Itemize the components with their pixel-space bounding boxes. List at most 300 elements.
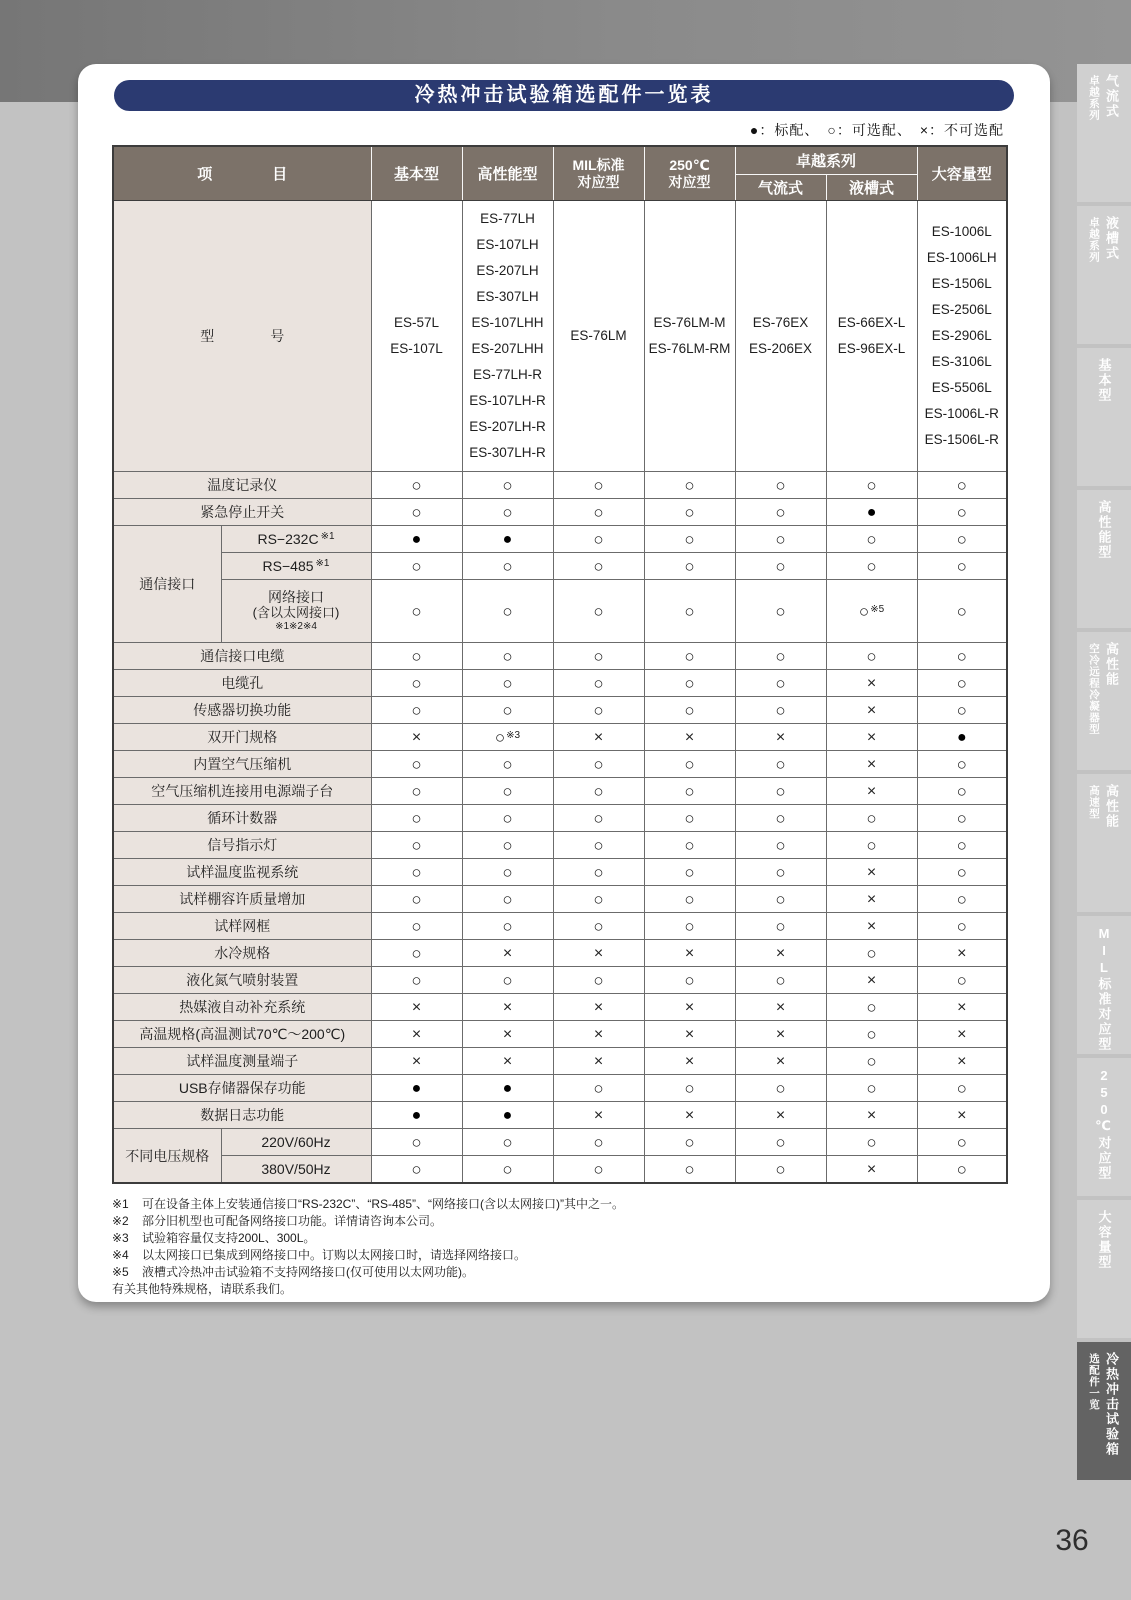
model-list-cell [371,201,462,472]
unavailable-icon: × [866,1160,877,1178]
optional-icon: ○ [956,529,967,549]
option-cell [917,832,1007,859]
option-cell [553,724,644,751]
option-cell [462,859,553,886]
model-name: ES-2906L [931,328,992,343]
optional-icon: ○ [866,646,877,666]
table-row [113,994,1007,1021]
table-row [113,940,1007,967]
option-cell [371,832,462,859]
option-cell [735,778,826,805]
unavailable-icon: × [866,1106,877,1124]
optional-icon: ○ [684,808,695,828]
option-cell [462,1129,553,1156]
option-cell [826,526,917,553]
model-name: ES-3106L [931,354,992,369]
unavailable-icon: × [957,1052,967,1070]
option-cell [553,526,644,553]
model-name: ES-207LHH [471,341,544,356]
option-cell [826,643,917,670]
optional-icon: ○ [956,673,967,693]
optional-icon: ○ [411,862,422,882]
sidebar-tab-secondary-label: 卓越系列 [1088,75,1100,121]
option-cell [553,913,644,940]
option-cell [644,1021,735,1048]
option-cell [826,1129,917,1156]
optional-icon: ○ [411,673,422,693]
option-cell [826,553,917,580]
optional-icon: ○ [866,529,877,549]
unavailable-icon: × [866,755,877,773]
unavailable-icon: × [684,1025,695,1043]
optional-icon: ○ [593,529,604,549]
table-row [113,1102,1007,1129]
optional-icon: ○ [775,601,786,621]
optional-icon: ○ [684,970,695,990]
model-name: ES-107L [390,341,443,356]
option-cell [735,526,826,553]
unavailable-icon: × [775,1106,786,1124]
option-cell [462,778,553,805]
option-cell [917,886,1007,913]
unavailable-icon: × [957,1025,967,1043]
unavailable-icon: × [866,863,877,881]
optional-icon: ○ [775,970,786,990]
model-name: ES-206EX [748,341,813,356]
option-cell [553,1156,644,1184]
optional-icon: ○ [684,781,695,801]
optional-icon: ○ [593,1132,604,1152]
sidebar-tab-text [1087,784,1121,829]
model-name: ES-1506L [931,276,992,291]
optional-icon: ○ [684,1078,695,1098]
optional-icon: ○ [775,889,786,909]
sidebar-tab-primary-label: 250℃对应型 [1096,1068,1112,1181]
sidebar-tab-3[interactable] [1077,490,1131,628]
model-list-cell [462,201,553,472]
option-cell [735,697,826,724]
footnote-ref: ※1 [315,558,330,569]
table-row [113,697,1007,724]
option-cell [644,859,735,886]
model-name: ES-1506L-R [924,432,999,447]
optional-icon: ○ [956,556,967,576]
optional-icon: ○ [593,556,604,576]
sidebar-tab-secondary-label: 卓越系列 [1088,217,1100,263]
optional-icon: ○ [866,556,877,576]
optional-icon: ○ [411,916,422,936]
option-cell [371,751,462,778]
optional-icon: ○ [593,502,604,522]
option-cell [553,553,644,580]
option-cell [644,553,735,580]
table-row [113,886,1007,913]
option-cell [553,805,644,832]
option-cell [462,913,553,940]
option-cell [735,1156,826,1184]
sidebar-tab-1[interactable] [1077,206,1131,344]
optional-icon: ○ [411,970,422,990]
optional-icon: ○ [502,835,513,855]
option-cell [917,967,1007,994]
option-cell [553,967,644,994]
option-cell [826,1048,917,1075]
option-cell [644,499,735,526]
legend: ●：标配、 ○：可选配、 ×：不可选配 [749,122,1004,138]
option-cell [462,1048,553,1075]
optional-icon: ○ [775,835,786,855]
sidebar-tab-primary-label: 气流式 [1104,74,1119,119]
optional-icon: ○ [956,970,967,990]
optional-icon: ○ [684,1159,695,1179]
footnote-mark: ※3 [112,1231,129,1245]
row-sub-label-line: 网络接口 [268,589,324,605]
unavailable-icon: × [866,728,877,746]
sidebar-tab-0[interactable] [1077,64,1131,202]
unavailable-icon: × [775,1025,786,1043]
optional-icon: ○ [684,1132,695,1152]
optional-icon: ○ [956,916,967,936]
standard-icon: ● [956,728,967,746]
option-cell [917,805,1007,832]
optional-icon: ○ [502,754,513,774]
model-name: ES-107LH-R [469,393,546,408]
optional-icon: ○ [775,754,786,774]
row-label: 温度记录仪 [113,472,371,499]
option-cell [826,778,917,805]
optional-icon: ○ [502,1132,513,1152]
sidebar-tab-7[interactable] [1077,1058,1131,1196]
optional-icon: ○ [502,673,513,693]
model-name: ES-2506L [931,302,992,317]
row-label: 循环计数器 [113,805,371,832]
option-cell [826,499,917,526]
unavailable-icon: × [957,944,967,962]
option-cell [462,526,553,553]
option-cell [644,697,735,724]
optional-icon: ○ [775,556,786,576]
header-line: 250℃ [669,156,710,173]
table-row [113,967,1007,994]
model-name: ES-66EX-L [837,315,906,330]
optional-icon: ○ [684,700,695,720]
option-cell [644,778,735,805]
option-cell [371,643,462,670]
option-cell [917,1021,1007,1048]
option-cell [735,859,826,886]
option-cell [735,472,826,499]
option-cell [644,670,735,697]
option-cell [462,670,553,697]
optional-icon: ○ [866,1024,877,1044]
model-list-cell [553,201,644,472]
option-cell [735,580,826,643]
optional-icon: ○ [593,889,604,909]
unavailable-icon: × [411,1025,422,1043]
optional-icon: ○ [684,502,695,522]
model-name: ES-107LH [476,237,539,252]
row-sub-label [221,580,371,643]
optional-icon: ○ [502,1159,513,1179]
row-label: 试样棚容许质量增加 [113,886,371,913]
option-cell [826,859,917,886]
unavailable-icon: × [957,1106,967,1124]
option-cell [371,778,462,805]
optional-icon: ○ [775,475,786,495]
optional-icon: ○ [866,808,877,828]
footnote-text: 可在设备主体上安装通信接口“RS-232C”、“RS-485”、“网络接口(含以太网接口)”其中之一。 [142,1197,625,1211]
optional-icon: ○ [411,889,422,909]
sidebar-tab-text [1095,500,1114,560]
option-cell [553,472,644,499]
option-cell [826,967,917,994]
unavailable-icon: × [866,917,877,935]
sidebar [1077,64,1131,1480]
optional-icon: ○ [866,997,877,1017]
option-cell [644,1048,735,1075]
standard-icon: ● [411,530,422,548]
option-cell [917,1156,1007,1184]
option-cell [735,805,826,832]
row-label: 高温规格(高温测试70℃～200℃) [113,1021,371,1048]
table-row [113,1048,1007,1075]
row-label: 试样温度测量端子 [113,1048,371,1075]
option-cell [735,994,826,1021]
optional-icon: ○ [411,1159,422,1179]
table-row [113,1075,1007,1102]
model-name: ES-77LH [480,211,535,226]
column-header-mil [553,146,644,201]
optional-icon: ○ [775,916,786,936]
sidebar-tab-6[interactable] [1077,916,1131,1054]
option-cell [917,643,1007,670]
option-cell [917,580,1007,643]
unavailable-icon: × [775,944,786,962]
table-row [113,751,1007,778]
optional-icon: ○ [956,601,967,621]
optional-icon: ○ [956,502,967,522]
option-cell [735,1075,826,1102]
option-cell [553,1048,644,1075]
table-row [113,1156,1007,1184]
option-cell [371,967,462,994]
unavailable-icon: × [593,728,604,746]
option-cell [826,1156,917,1184]
page-title: 冷热冲击试验箱选配件一览表 [114,80,1014,111]
optional-icon: ○ [411,754,422,774]
row-sub-label: 220V/60Hz [221,1129,371,1156]
optional-icon: ○ [502,646,513,666]
row-label: 数据日志功能 [113,1102,371,1129]
footnote-text: 液槽式冷热冲击试验箱不支持网络接口(仅可使用以太网功能)。 [142,1265,474,1279]
model-row-label: 型 号 [113,201,371,472]
optional-icon: ○ [684,475,695,495]
option-cell [735,724,826,751]
unavailable-icon: × [684,944,695,962]
unavailable-icon: × [593,1106,604,1124]
model-name: ES-76EX [752,315,809,330]
optional-icon: ○ [411,781,422,801]
optional-icon: ○ [956,862,967,882]
option-cell [462,1156,553,1184]
model-name: ES-1006L-R [924,406,999,421]
row-label: 内置空气压缩机 [113,751,371,778]
optional-icon: ○ [956,1078,967,1098]
row-label: USB存储器保存功能 [113,1075,371,1102]
optional-icon: ○ [775,673,786,693]
sidebar-tab-8[interactable] [1077,1200,1131,1338]
standard-icon: ● [502,1079,513,1097]
option-cell [462,1075,553,1102]
optional-icon: ○ [494,727,506,747]
optional-icon: ○ [684,835,695,855]
option-cell [371,940,462,967]
option-cell [917,499,1007,526]
row-label: 空气压缩机连接用电源端子台 [113,778,371,805]
model-list-cell [917,201,1007,472]
sidebar-tab-text [1095,358,1114,403]
optional-icon: ○ [956,754,967,774]
optional-icon: ○ [775,529,786,549]
unavailable-icon: × [866,674,877,692]
option-cell [917,1129,1007,1156]
optional-icon: ○ [502,916,513,936]
option-cell [735,1102,826,1129]
column-header-item: 项 目 [113,146,371,201]
option-cell [644,643,735,670]
option-cell [553,994,644,1021]
option-cell [826,832,917,859]
optional-icon: ○ [956,781,967,801]
table-row [113,580,1007,643]
table-row [113,805,1007,832]
option-cell [644,1156,735,1184]
option-cell [917,994,1007,1021]
option-cell [644,1102,735,1129]
option-cell [917,724,1007,751]
column-header-basic: 基本型 [371,146,462,201]
sidebar-tab-text [1087,642,1121,735]
option-cell [462,994,553,1021]
column-group-header-excellence: 卓越系列 [735,146,917,175]
optional-icon: ○ [593,700,604,720]
optional-icon: ○ [593,475,604,495]
row-label: 信号指示灯 [113,832,371,859]
table-row [113,553,1007,580]
row-sub-label: RS−232C $^{※1}$ [221,526,371,553]
option-cell [462,805,553,832]
model-name: ES-1006L [931,224,992,239]
sidebar-tab-text [1087,74,1121,121]
option-cell [826,751,917,778]
sidebar-tab-2[interactable] [1077,348,1131,486]
sidebar-tab-primary-label: 高性能型 [1096,500,1112,560]
row-label: 紧急停止开关 [113,499,371,526]
model-name: ES-207LH [476,263,539,278]
header-line: 对应型 [668,173,711,190]
optional-icon: ○ [956,808,967,828]
option-cell [826,724,917,751]
model-name: ES-307LH [476,289,539,304]
row-label: 试样温度监视系统 [113,859,371,886]
sidebar-tab-secondary-label: 空冷远程冷凝器型 [1088,643,1100,735]
footnote-text: 部分旧机型也可配备网络接口功能。详情请咨询本公司。 [142,1214,443,1228]
table-row [113,913,1007,940]
row-label: 水冷规格 [113,940,371,967]
sidebar-tab-secondary-label: 选配件一览 [1088,1353,1100,1411]
model-name: ES-96EX-L [837,341,906,356]
option-cell [553,697,644,724]
option-cell [553,832,644,859]
header-row-1 [113,146,1007,175]
footnote-ref: ※5 [870,603,885,615]
optional-icon: ○ [866,1078,877,1098]
option-cell [462,832,553,859]
unavailable-icon: × [866,701,877,719]
option-cell [735,886,826,913]
footnote-mark: ※1 [112,1197,129,1211]
optional-icon: ○ [411,808,422,828]
optional-icon: ○ [956,646,967,666]
option-cell [735,643,826,670]
optional-icon: ○ [956,1132,967,1152]
option-cell [917,472,1007,499]
optional-icon: ○ [502,889,513,909]
option-cell [735,1129,826,1156]
optional-icon: ○ [411,556,422,576]
optional-icon: ○ [684,889,695,909]
footnote-ref: ※1 [320,531,335,542]
column-header-liquid-tank: 液槽式 [826,175,917,201]
table-row [113,832,1007,859]
row-label: 传感器切换功能 [113,697,371,724]
option-cell [553,643,644,670]
option-cell [553,580,644,643]
option-cell [462,724,553,751]
option-cell [371,1102,462,1129]
unavailable-icon: × [775,998,786,1016]
optional-icon: ○ [866,835,877,855]
sidebar-tab-4[interactable] [1077,632,1131,770]
option-cell [553,751,644,778]
option-cell [735,1048,826,1075]
option-cell [644,940,735,967]
footnote-ref: ※3 [506,729,521,741]
optional-icon: ○ [956,835,967,855]
option-cell [917,1048,1007,1075]
sidebar-tab-9[interactable] [1077,1342,1131,1480]
optional-icon: ○ [593,754,604,774]
option-cell [553,670,644,697]
option-cell [644,832,735,859]
sidebar-tab-5[interactable] [1077,774,1131,912]
unavailable-icon: × [502,998,513,1016]
standard-icon: ● [502,530,513,548]
optional-icon: ○ [411,943,422,963]
table-row [113,1129,1007,1156]
optional-icon: ○ [593,601,604,621]
option-cell [553,778,644,805]
option-cell [371,859,462,886]
option-cell [462,580,553,643]
optional-icon: ○ [411,601,422,621]
option-cell [553,1075,644,1102]
option-cell [917,553,1007,580]
optional-icon: ○ [684,601,695,621]
standard-icon: ● [866,503,877,521]
option-cell [644,1075,735,1102]
option-cell [371,913,462,940]
